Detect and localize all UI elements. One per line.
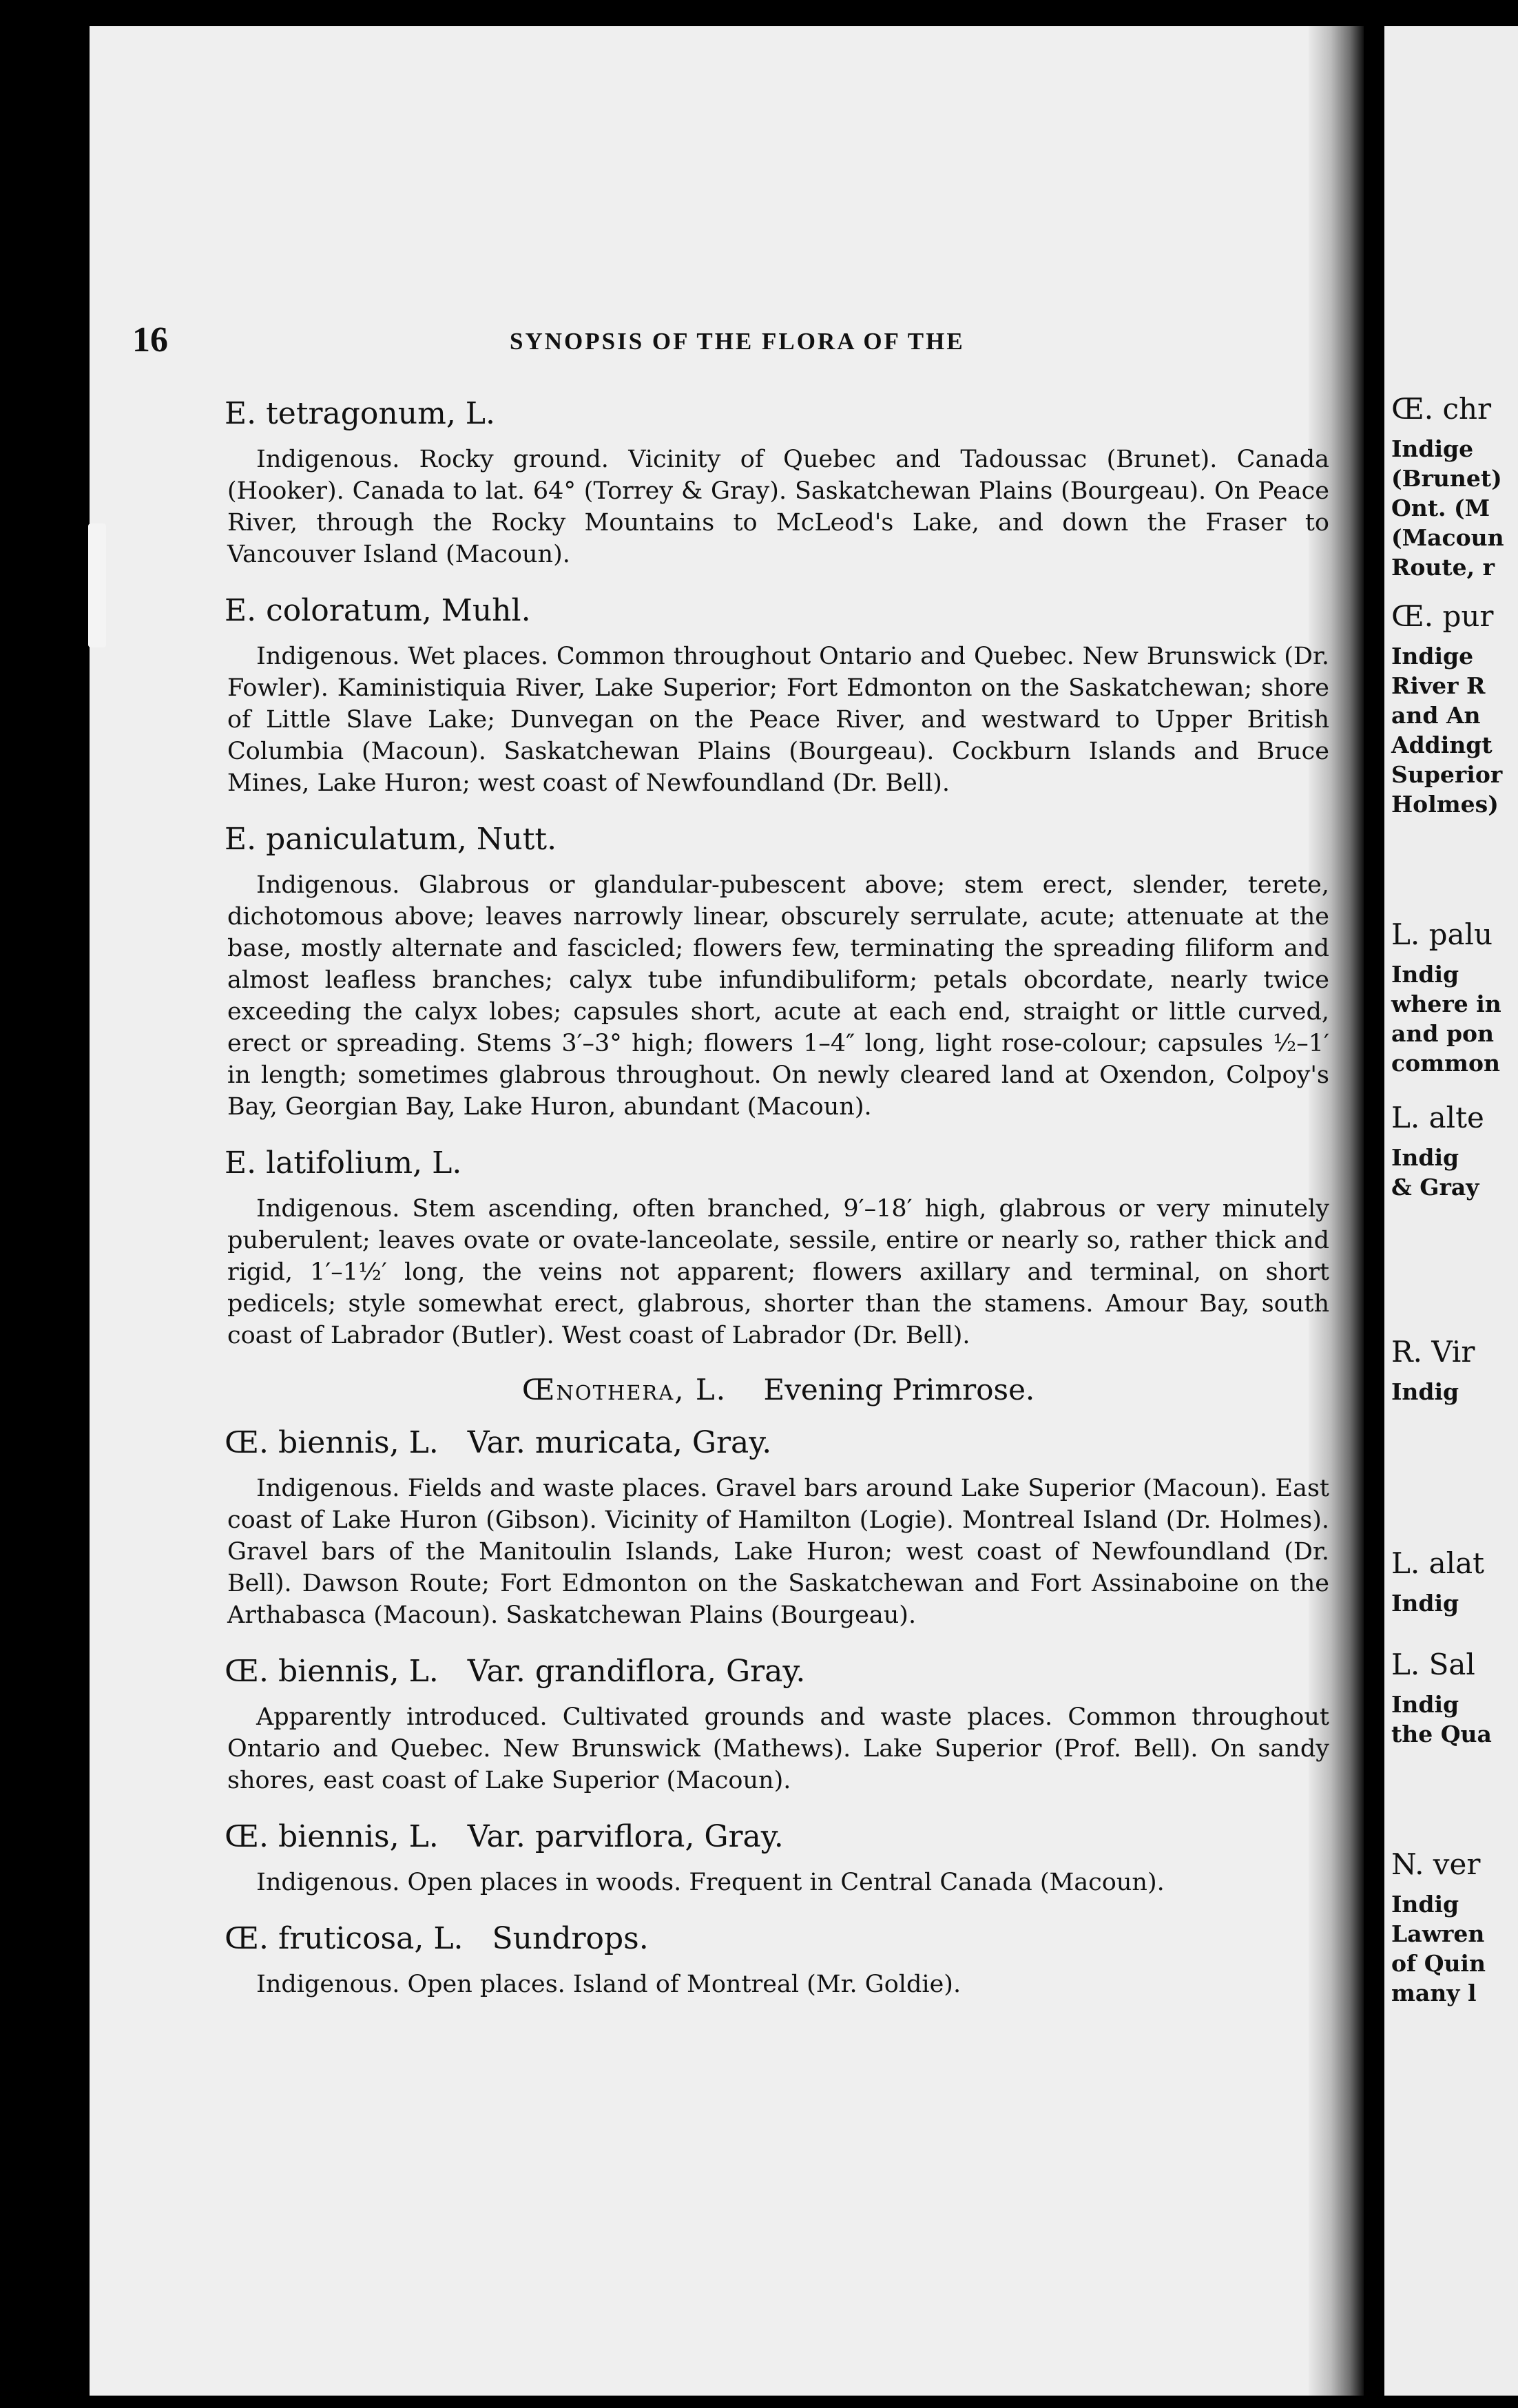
page-content xyxy=(227,391,1329,2018)
species-entry xyxy=(227,588,1329,799)
species-name: Œ. biennis, L. Var. grandiflora, Gray. xyxy=(225,1654,806,1689)
genus-heading xyxy=(227,1369,1329,1411)
species-name: E. coloratum, Muhl. xyxy=(225,593,531,628)
facing-line: Indige xyxy=(1391,435,1474,462)
facing-line: (Macoun xyxy=(1391,524,1504,551)
page-header xyxy=(132,320,1331,361)
facing-line: Superior xyxy=(1391,761,1503,788)
facing-line: Ont. (M xyxy=(1391,495,1490,521)
species-entry xyxy=(227,1141,1329,1351)
genus-common-name: Evening Primrose. xyxy=(763,1373,1035,1407)
species-description: Indigenous. Open places in woods. Frequent in Central Canada (Macoun). xyxy=(256,1869,1165,1896)
facing-line: where in xyxy=(1391,990,1501,1017)
species-entry xyxy=(227,391,1329,570)
torn-page-edge xyxy=(88,523,106,647)
species-entry xyxy=(227,1649,1329,1796)
facing-line: L. alte xyxy=(1391,1101,1484,1134)
species-name: Œ. biennis, L. Var. muricata, Gray. xyxy=(225,1425,772,1460)
facing-line: Indig xyxy=(1391,1891,1459,1918)
facing-line: N. ver xyxy=(1391,1847,1481,1881)
facing-line: Indig xyxy=(1391,1590,1459,1617)
facing-line: & Gray xyxy=(1391,1174,1479,1201)
facing-line: River R xyxy=(1391,672,1486,699)
species-name: Œ. biennis, L. Var. parviflora, Gray. xyxy=(225,1819,784,1854)
facing-line: and An xyxy=(1391,702,1481,729)
facing-line: Indig xyxy=(1391,1144,1459,1171)
species-description: Indigenous. Wet places. Common throughout Ontario and Quebec. New Brunswick (Dr. Fowler). Kaministiquia River, Lake Superior; Fort Edmonton on the Saskatchewan; shore of Little Slave Lake; Dunvegan on the Peace River, and westward to Upper British Columbia (Macoun). Saskatchewan Plains (Bourgeau). Cockburn Islands and Bruce Mines, Lake Huron; west coast of Newfoundland (Dr. Bell). xyxy=(227,643,1329,797)
facing-line: and pon xyxy=(1391,1020,1495,1047)
species-description: Indigenous. Fields and waste places. Gravel bars around Lake Superior (Macoun). East coast of Lake Huron (Gibson). Vicinity of Hamilton (Logie). Montreal Island (Dr. Holmes). Gravel bars of the Manitoulin Islands, Lake Huron; west coast of Newfoundland (Dr. Bell). Dawson Route; Fort Edmonton on the Saskatchewan and Fort Assinaboine on the Arthabasca (Macoun). Saskatchewan Plains (Bourgeau). xyxy=(227,1475,1329,1629)
facing-line: (Brunet) xyxy=(1391,465,1502,492)
species-description: Indigenous. Open places. Island of Montreal (Mr. Goldie). xyxy=(256,1971,961,1998)
facing-line: Indig xyxy=(1391,1691,1459,1718)
facing-line: Lawren xyxy=(1391,1920,1485,1947)
facing-line: many l xyxy=(1391,1980,1477,2006)
facing-line: Œ. chr xyxy=(1391,392,1492,426)
facing-line: Addingt xyxy=(1391,731,1493,758)
page-number: 16 xyxy=(132,320,168,360)
species-description: Indigenous. Stem ascending, often branched, 9′–18′ high, glabrous or very minutely puberulent; leaves ovate or ovate-lanceolate, sessile, entire or nearly so, rather thick and rigid, 1′–1½′ long, the veins not apparent; flowers axillary and terminal, on short pedicels; style somewhat erect, glabrous, shorter than the stamens. Amour Bay, south coast of Labrador (Butler). West coast of Labrador (Dr. Bell). xyxy=(227,1195,1329,1349)
facing-line: L. alat xyxy=(1391,1546,1484,1580)
facing-line: Indige xyxy=(1391,643,1474,670)
species-entry xyxy=(227,1814,1329,1898)
facing-line: Indig xyxy=(1391,961,1459,988)
species-name: Œ. fruticosa, L. Sundrops. xyxy=(225,1921,649,1956)
species-description: Apparently introduced. Cultivated grounds and waste places. Common throughout Ontario and Quebec. New Brunswick (Mathews). Lake Superior (Prof. Bell). On sandy shores, east coast of Lake Superior (Macoun). xyxy=(227,1703,1329,1794)
facing-line: common xyxy=(1391,1050,1500,1077)
species-description: Indigenous. Glabrous or glandular-pubescent above; stem erect, slender, terete, dichotomous above; leaves narrowly linear, obscurely serrulate, acute; attenuate at the base, mostly alternate and fascicled; flowers few, terminating the spreading filiform and almost leafless branches; calyx tube infundibuliform; petals obcordate, nearly twice exceeding the calyx lobes; capsules short, acute at each end, straight or little curved, erect or spreading. Stems 3′–3° high; flowers 1–4″ long, light rose-colour; capsules ½–1′ in length; sometimes glabrous throughout. On newly cleared land at Oxendon, Colpoy's Bay, Georgian Bay, Lake Huron, abundant (Macoun). xyxy=(227,871,1329,1121)
species-entry xyxy=(227,1916,1329,2000)
facing-page xyxy=(1384,26,1518,2396)
genus-name: Œnothera, L. xyxy=(521,1373,727,1407)
facing-line: of Quin xyxy=(1391,1950,1486,1977)
species-name: E. latifolium, L. xyxy=(225,1145,462,1181)
facing-line: Indig xyxy=(1391,1378,1459,1405)
facing-line: Œ. pur xyxy=(1391,599,1494,633)
facing-line: R. Vir xyxy=(1391,1335,1475,1369)
facing-line: L. Sal xyxy=(1391,1648,1475,1681)
facing-line: Holmes) xyxy=(1391,791,1499,818)
running-head: SYNOPSIS OF THE FLORA OF THE xyxy=(510,328,965,355)
species-name: E. paniculatum, Nutt. xyxy=(225,822,557,857)
facing-line: Route, r xyxy=(1391,554,1495,581)
facing-line: L. palu xyxy=(1391,917,1493,951)
species-description: Indigenous. Rocky ground. Vicinity of Quebec and Tadoussac (Brunet). Canada (Hooker). Canada to lat. 64° (Torrey & Gray). Saskatchewan Plains (Bourgeau). On Peace River, through the Rocky Mountains to McLeod's Lake, and down the Fraser to Vancouver Island (Macoun). xyxy=(227,446,1329,568)
facing-line: the Qua xyxy=(1391,1721,1492,1747)
species-entry xyxy=(227,817,1329,1123)
facing-page-text xyxy=(1391,390,1504,2008)
species-entry xyxy=(227,1420,1329,1631)
species-name: E. tetragonum, L. xyxy=(225,396,495,431)
